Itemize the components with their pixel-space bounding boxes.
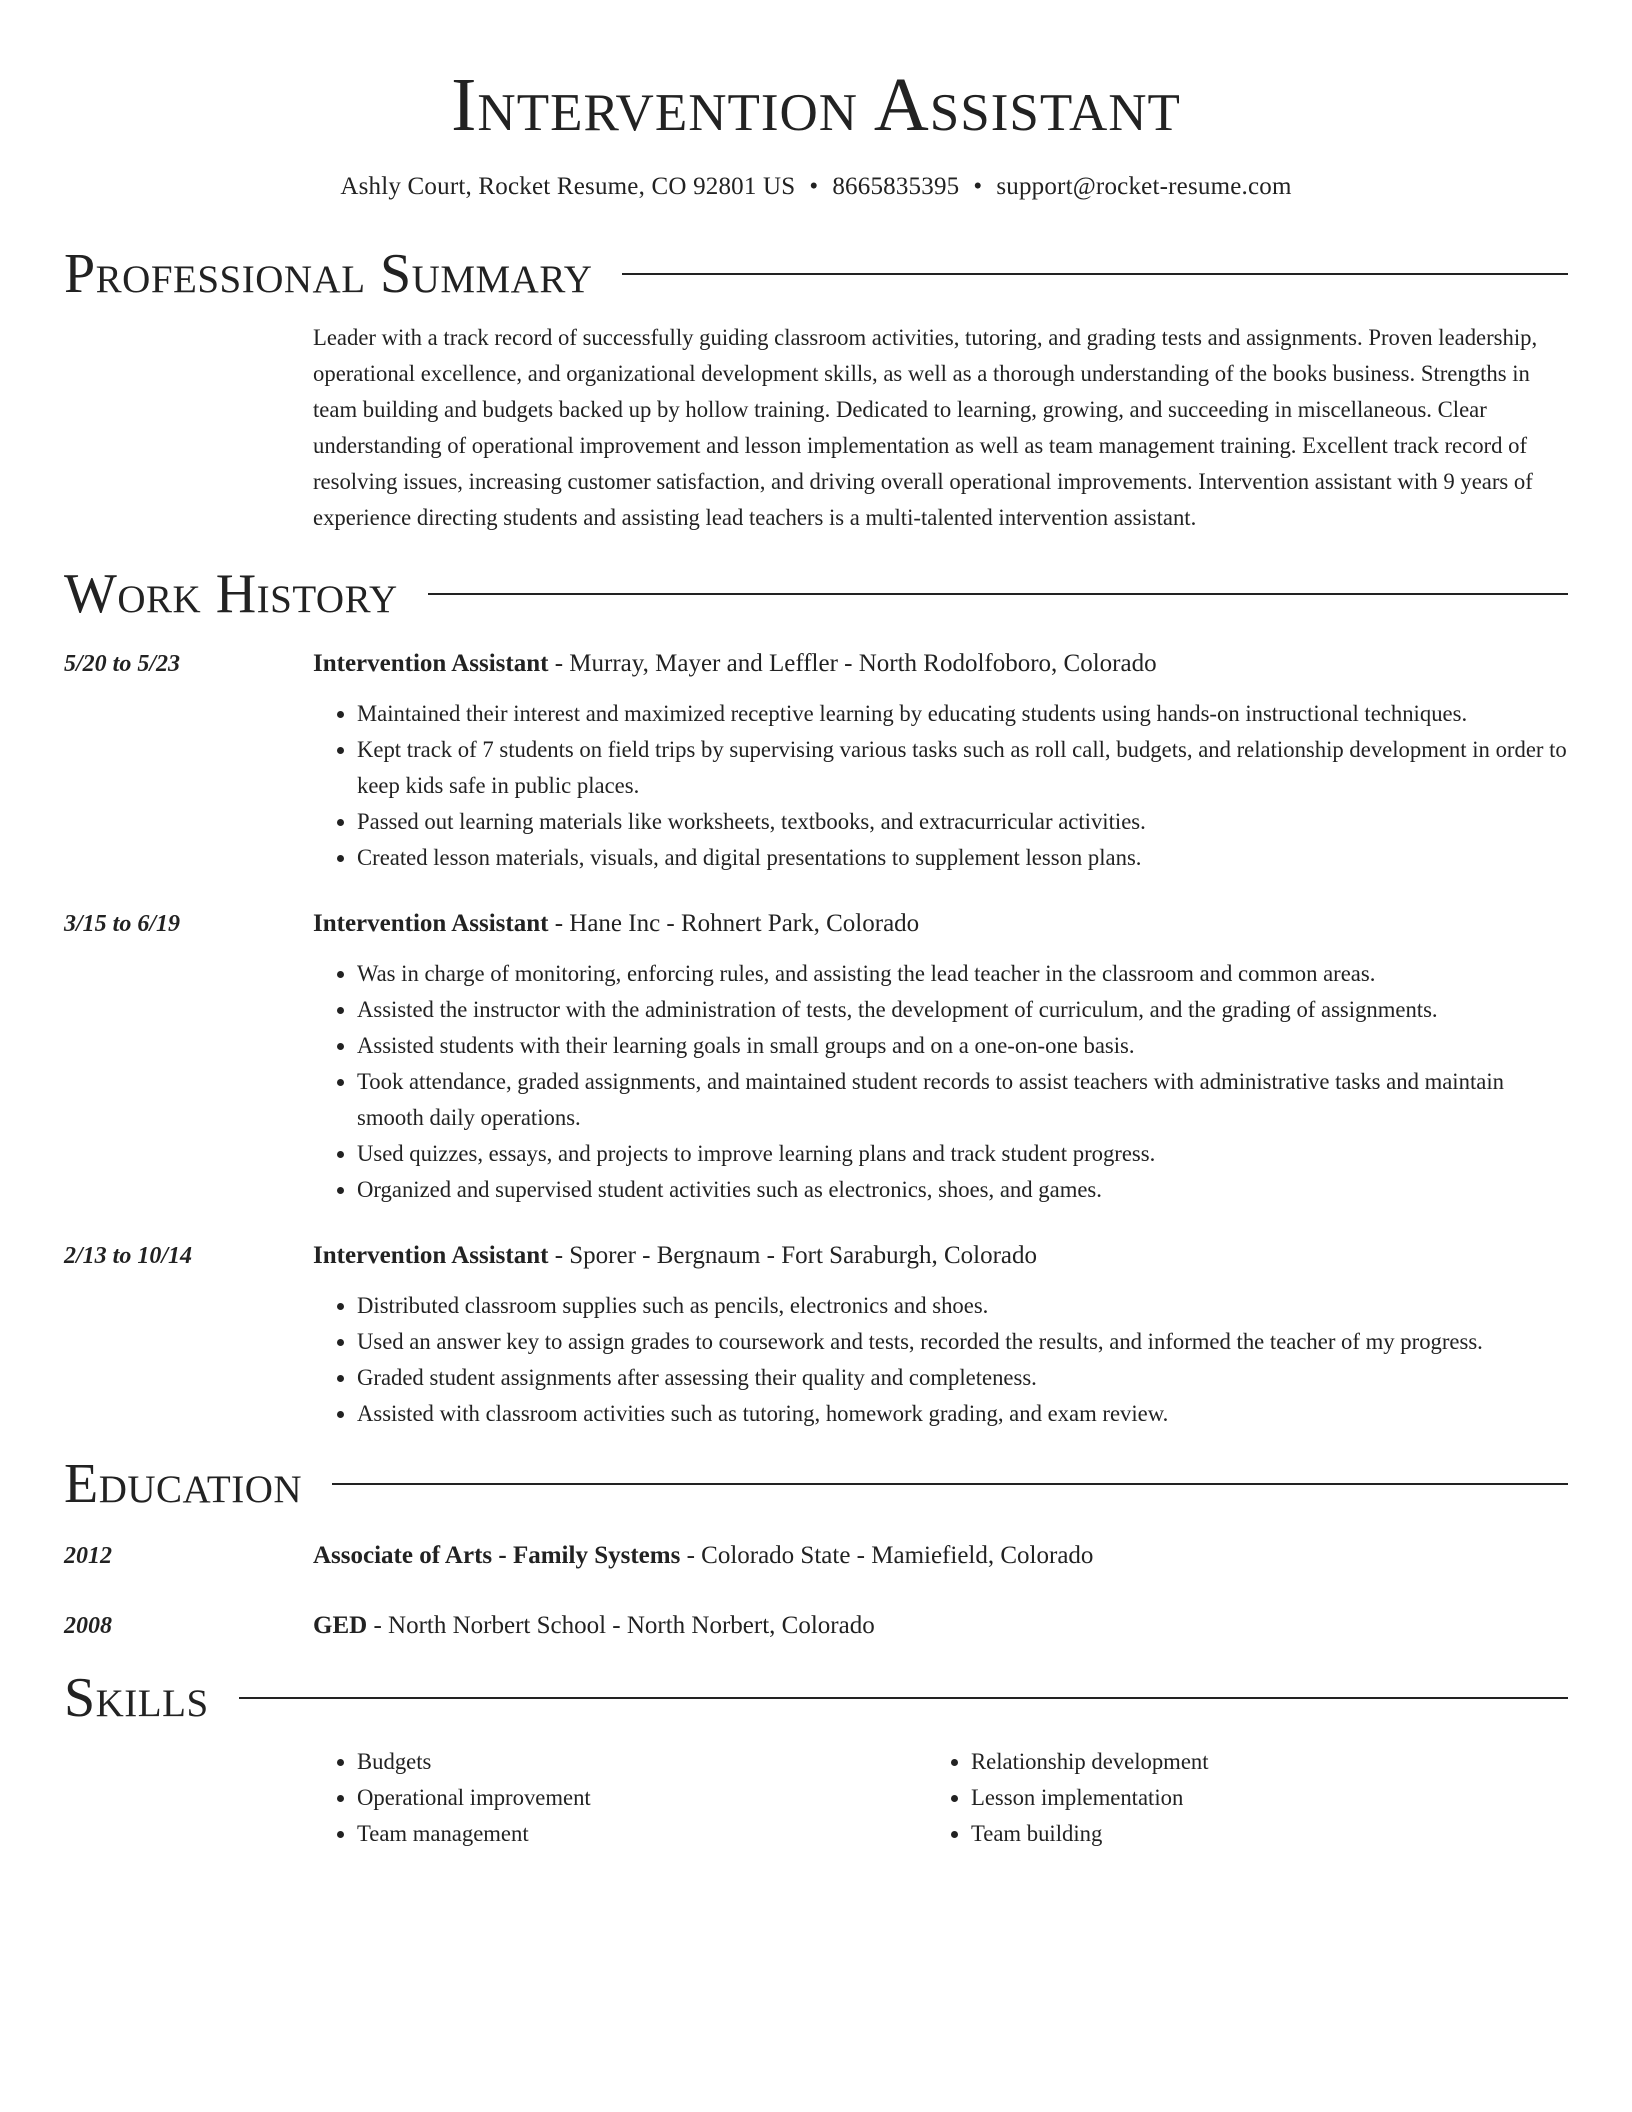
skill-item: • Relationship development [971, 1744, 1541, 1780]
education-line [313, 1606, 1568, 1646]
section-divider [428, 593, 1568, 595]
list-item: • Graded student assignments after assessing their quality and completeness. [357, 1360, 1568, 1396]
skill-item: • Team building [971, 1816, 1541, 1852]
job-bullets [313, 696, 1568, 876]
list-item: • Used an answer key to assign grades to coursework and tests, recorded the results, and informed the teacher of my progress. [357, 1324, 1568, 1360]
job-bullets [313, 956, 1568, 1208]
contact-line [64, 170, 1568, 204]
job-dates: 3/15 to 6/19 [64, 911, 181, 937]
education-details: - Colorado State - Mamiefield, Colorado [680, 1542, 1094, 1569]
section-divider [622, 273, 1568, 275]
list-item: • Assisted the instructor with the administration of tests, the development of curriculum, and the grading of assignments. [357, 992, 1568, 1028]
section-divider [239, 1697, 1568, 1699]
list-item: • Maintained their interest and maximized receptive learning by educating students using hands-on instructional techniques. [357, 696, 1568, 732]
job-dates: 5/20 to 5/23 [64, 651, 181, 677]
job-bullets [313, 1288, 1568, 1432]
section-heading: Education [64, 1453, 303, 1515]
list-item: • Kept track of 7 students on field trips by supervising various tasks such as roll call, budgets, and relationship development in order to keep kids safe in public places. [357, 732, 1568, 804]
skills-column-left [313, 1744, 927, 1852]
list-item: • Was in charge of monitoring, enforcing rules, and assisting the lead teacher in the classroom and common areas. [357, 956, 1568, 992]
candidate-name: Intervention Assistant [451, 63, 1181, 147]
education-list [64, 1536, 1568, 1646]
contact-separator: • [809, 173, 819, 200]
section-heading: Professional Summary [64, 243, 593, 305]
summary-text: Leader with a track record of successfully guiding classroom activities, tutoring, and grading tests and assignments. Proven leadership, operational excellence, and organizational development skills, as well as a thorough understanding of the books business. Strengths in team building and budgets backed up by hollow training. Dedicated to learning, growing, and succeeding in miscellaneous. Clear understanding of operational improvement and lesson implementation as well as team management training. Excellent track record of resolving issues, increasing customer satisfaction, and driving overall operational improvements. Intervention assistant with 9 years of experience directing students and assisting lead teachers is a multi-talented intervention assistant. [313, 325, 1538, 530]
job-entry [64, 904, 1568, 1208]
job-title-line [313, 1236, 1568, 1276]
list-item: • Created lesson materials, visuals, and digital presentations to supplement lesson plans. [357, 840, 1568, 876]
work-history [64, 644, 1568, 1432]
education-entry [64, 1606, 1568, 1646]
education-year: 2012 [64, 1543, 112, 1569]
skills-list [313, 1744, 1568, 1852]
job-title: Intervention Assistant [313, 650, 549, 677]
list-item: • Passed out learning materials like worksheets, textbooks, and extracurricular activities. [357, 804, 1568, 840]
job-title-line [313, 904, 1568, 944]
job-title-line [313, 644, 1568, 684]
education-details: - North Norbert School - North Norbert, Colorado [367, 1612, 875, 1639]
job-entry [64, 644, 1568, 876]
section-divider [332, 1483, 1568, 1485]
work-section-header [64, 562, 1568, 626]
contact-email: support@rocket-resume.com [996, 173, 1292, 200]
skill-item: • Budgets [357, 1744, 927, 1780]
contact-phone: 8665835395 [832, 173, 960, 200]
education-line [313, 1536, 1568, 1576]
job-details: - Murray, Mayer and Leffler - North Rodolfoboro, Colorado [548, 650, 1157, 677]
job-title: Intervention Assistant [313, 1242, 549, 1269]
education-degree: Associate of Arts - Family Systems [313, 1542, 681, 1569]
skill-item: • Lesson implementation [971, 1780, 1541, 1816]
job-details: - Hane Inc - Rohnert Park, Colorado [548, 910, 920, 937]
section-heading: Skills [64, 1667, 209, 1729]
skill-item: • Team management [357, 1816, 927, 1852]
job-title: Intervention Assistant [313, 910, 549, 937]
list-item: • Took attendance, graded assignments, and maintained student records to assist teachers with administrative tasks and maintain smooth daily operations. [357, 1064, 1568, 1136]
list-item: • Assisted with classroom activities such as tutoring, homework grading, and exam review. [357, 1396, 1568, 1432]
job-details: - Sporer - Bergnaum - Fort Saraburgh, Colorado [548, 1242, 1038, 1269]
contact-address: Ashly Court, Rocket Resume, CO 92801 US [340, 173, 796, 200]
list-item: • Assisted students with their learning goals in small groups and on a one-on-one basis. [357, 1028, 1568, 1064]
skills-column-right [927, 1744, 1541, 1852]
job-dates: 2/13 to 10/14 [64, 1243, 193, 1269]
education-section-header [64, 1452, 1568, 1516]
contact-separator: • [973, 173, 983, 200]
education-year: 2008 [64, 1613, 112, 1639]
job-entry [64, 1236, 1568, 1432]
skills-section-header [64, 1666, 1568, 1730]
list-item: • Distributed classroom supplies such as pencils, electronics and shoes. [357, 1288, 1568, 1324]
list-item: • Used quizzes, essays, and projects to improve learning plans and track student progress. [357, 1136, 1568, 1172]
list-item: • Organized and supervised student activities such as electronics, shoes, and games. [357, 1172, 1568, 1208]
education-degree: GED [313, 1612, 368, 1639]
section-heading: Work History [64, 563, 398, 625]
education-entry [64, 1536, 1568, 1576]
skill-item: • Operational improvement [357, 1780, 927, 1816]
summary-section-header [64, 242, 1568, 306]
